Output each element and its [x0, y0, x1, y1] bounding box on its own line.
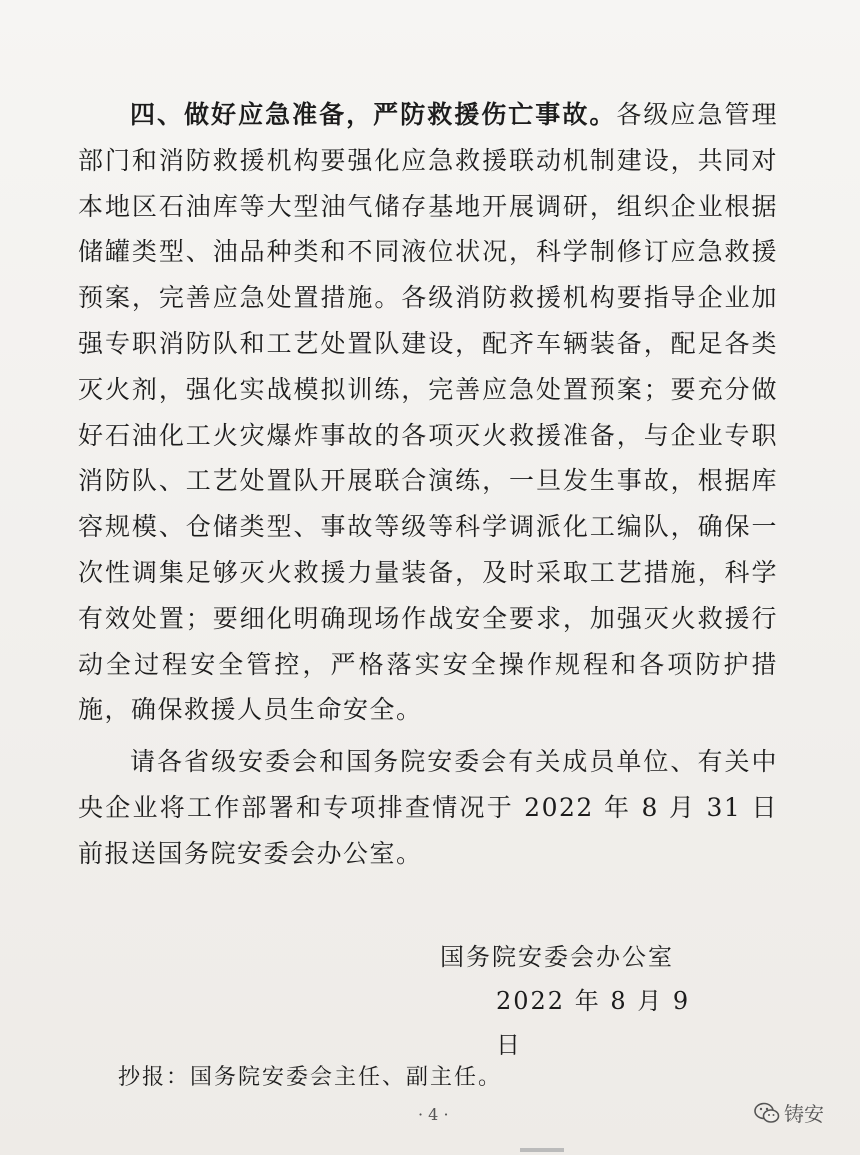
bottom-edge-mark [520, 1148, 564, 1152]
signature-block [440, 935, 700, 1067]
signature-organization: 国务院安委会办公室 [440, 943, 674, 971]
section-four-paragraph [78, 92, 778, 733]
watermark [754, 1098, 824, 1127]
page-number: · 4 · [418, 1105, 449, 1124]
wechat-icon [754, 1102, 780, 1124]
closing-paragraph: 请各省级安委会和国务院安委会有关成员单位、有关中央企业将工作部署和专项排查情况于 2022 年 8 月 31 日前报送国务院安委会办公室。 [78, 747, 778, 868]
signature-date: 2022 年 8 月 9 日 [496, 987, 691, 1059]
section-four-heading: 四、做好应急准备，严防救援伤亡事故。 [130, 100, 617, 129]
section-four-text: 各级应急管理部门和消防救援机构要强化应急救援联动机制建设，共同对本地区石油库等大型油气储存基地开展调研，组织企业根据储罐类型、油品种类和不同液位状况，科学制修订应急救援预案，完善应急处置措施。各级消防救援机构要指导企业加强专职消防队和工艺处置队建设，配齐车辆装备，配足各类灭火剂，强化实战模拟训练，完善应急处置预案；要充分做好石油化工火灾爆炸事故的各项灭火救援准备，与企业专职消防队、工艺处置队开展联合演练，一旦发生事故，根据库容规模、仓储类型、事故等级等科学调派化工编队，确保一次性调集足够灭火救援力量装备，及时采取工艺措施，科学有效处置；要细化明确现场作战安全要求，加强灭火救援行动全过程安全管控，严格落实安全操作规程和各项防护措施，确保救援人员生命安全。 [78, 100, 778, 725]
watermark-text: 铸安 [784, 1102, 824, 1126]
cc-line: 抄报：国务院安委会主任、副主任。 [118, 1065, 503, 1090]
document-body [78, 92, 778, 877]
